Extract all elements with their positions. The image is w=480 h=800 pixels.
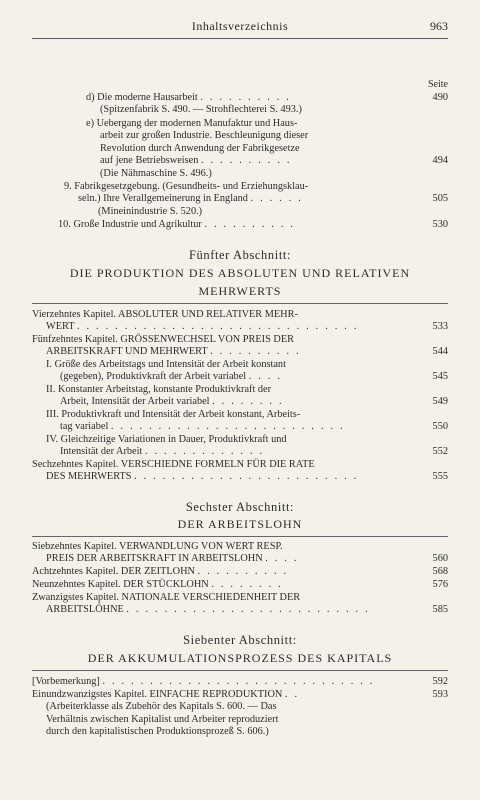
toc-page: 592 (432, 676, 448, 687)
toc-entry: Fünfzehntes Kapitel. GRÖSSENWECHSEL VON PREIS DER ARBEITSKRAFT UND MEHRWERT . . . . . . . . . . 544 (32, 334, 448, 358)
running-head (32, 19, 448, 37)
toc-entry: IV. Gleichzeitige Variationen in Dauer, Produktivkraft und Intensität der Arbeit . . . . . . . . . . . . . 552 (46, 434, 448, 458)
toc-entry: Siebzehntes Kapitel. VERWANDLUNG VON WERT RESP. PREIS DER ARBEITSKRAFT IN ARBEITSLOHN . . . . 560 (32, 541, 448, 565)
toc-entry: II. Konstanter Arbeitstag, konstante Produktivkraft der Arbeit, Intensität der Arbeit variabel . . . . . . . . 549 (46, 384, 448, 408)
toc-page: 550 (432, 421, 448, 433)
toc-entry: [Vorbemerkung] . . . . . . . . . . . . . . . . . . . . . . . . . . . . . 592 (32, 676, 448, 687)
toc-page: 552 (432, 446, 448, 458)
toc-page: 555 (432, 471, 448, 483)
toc-entry: Sechzehntes Kapitel. VERSCHIEDNE FORMELN FÜR DIE RATE DES MEHRWERTS . . . . . . . . . . . . . . . . . . . . . . . . 555 (32, 459, 448, 483)
toc-page: 576 (432, 579, 448, 590)
toc-page: 593 (432, 689, 448, 700)
section-heading: Fünfter Abschnitt: (188, 248, 292, 262)
toc-page: 490 (432, 92, 448, 103)
toc-page: 545 (432, 371, 448, 383)
toc-entry: Neunzehntes Kapitel. DER STÜCKLOHN . . . . . . . . 576 (32, 579, 448, 590)
toc-page: 533 (432, 321, 448, 333)
section-rule (32, 536, 448, 537)
page-column-label: Seite (428, 79, 448, 90)
section-title-line: DER ARBEITSLOHN (177, 517, 303, 531)
toc-page: 494 (432, 155, 448, 167)
toc-page: 530 (432, 219, 448, 230)
toc-page: 568 (432, 566, 448, 577)
section-rule (32, 303, 448, 304)
section-title-line: DIE PRODUKTION DES ABSOLUTEN UND RELATIVEN (69, 266, 411, 280)
toc-page: 549 (432, 396, 448, 408)
toc-page: 560 (432, 553, 448, 565)
toc-page: 544 (432, 346, 448, 358)
section-heading: Siebenter Abschnitt: (183, 633, 297, 647)
toc-entry: Zwanzigstes Kapitel. NATIONALE VERSCHIEDENHEIT DER ARBEITSLÖHNE . . . . . . . . . . . . . . . . . . . . . . . . . . 585 (32, 592, 448, 616)
toc-page: 585 (432, 604, 448, 616)
section-title-line: MEHRWERTS (198, 284, 282, 298)
toc-entry: Achtzehntes Kapitel. DER ZEITLOHN . . . . . . . . . . 568 (32, 566, 448, 577)
toc-entry: 10. Große Industrie und Agrikultur . . . . . . . . . . 530 (58, 219, 448, 230)
section-heading: Sechster Abschnitt: (185, 500, 295, 514)
running-head-title: Inhaltsverzeichnis (191, 19, 289, 33)
toc-entry: III. Produktivkraft und Intensität der Arbeit konstant, Arbeits- tag variabel . . . . . . . . . . . . . . . . . . . . . . . . . 550 (46, 409, 448, 433)
toc-entry: e) Uebergang der modernen Manufaktur und Haus- arbeit zur großen Industrie. Beschleunigung dieser Revolution durch Anwendung der Fabrikgesetze auf jene Betriebsweisen . . . . . . . . . . 494 (Die Nähmaschine S. 496.) (86, 118, 448, 179)
toc-page: 505 (432, 193, 448, 205)
toc-entry: Einundzwanzigstes Kapitel. EINFACHE REPRODUKTION . . 593 (Arbeiterklasse als Zubehör des Kapitals S. 600. — Das Verhältnis zwischen Kapitalist und Arbeiter reproduziert durch den kapitalistischen Produktionsprozeß S. 606.) (32, 689, 448, 738)
header-rule (32, 38, 448, 39)
toc-entry: Vierzehntes Kapitel. ABSOLUTER UND RELATIVER MEHR- WERT . . . . . . . . . . . . . . . . . . . . . . . . . . . . . . 533 (32, 309, 448, 333)
toc-entry: I. Größe des Arbeitstags und Intensität der Arbeit konstant (gegeben), Produktivkraft der Arbeit variabel . . . . 545 (46, 359, 448, 383)
section-rule (32, 670, 448, 671)
section-title-line: DER AKKUMULATIONSPROZESS DES KAPITALS (87, 651, 393, 665)
page-number: 963 (430, 19, 448, 33)
toc-entry: 9. Fabrikgesetzgebung. (Gesundheits- und Erziehungsklau- seln.) Ihre Verallgemeinerung in England . . . . . . 505 (Mineinindustrie S. 520.) (64, 181, 448, 217)
toc-entry: d) Die moderne Hausarbeit . . . . . . . . . . 490 (Spitzenfabrik S. 490. — Strohflechterei S. 493.) (86, 92, 448, 116)
